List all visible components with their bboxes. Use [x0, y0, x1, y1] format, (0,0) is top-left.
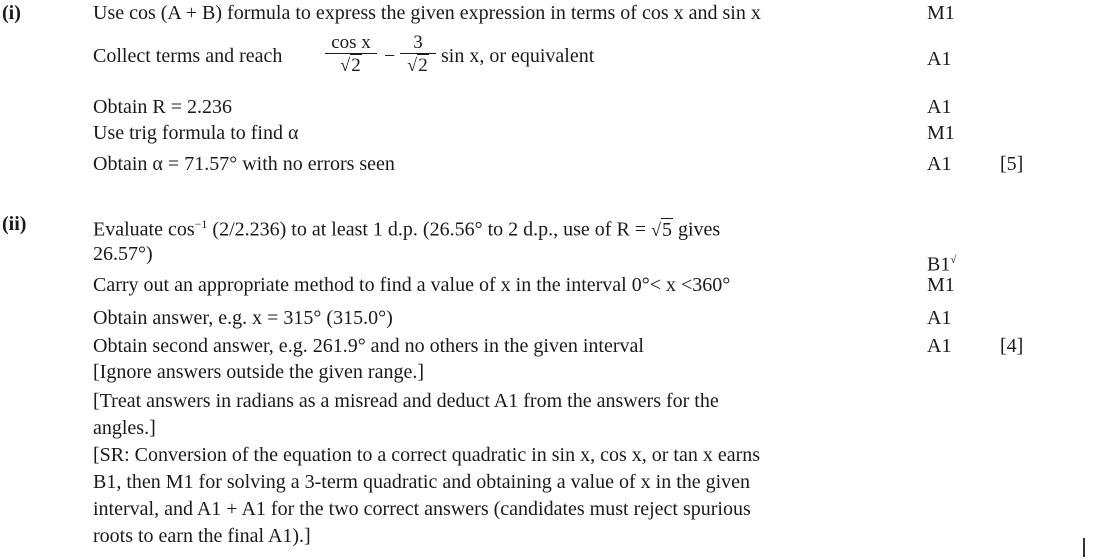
- part-ii-line-5: Obtain second answer, e.g. 261.9° and no others in the given interval: [93, 335, 644, 357]
- minus-sign: −: [384, 45, 396, 67]
- part-ii-mark-4: A1: [927, 335, 952, 357]
- part-i-mark-2: A1: [927, 48, 952, 70]
- part-ii-line-12: roots to earn the final A1).]: [93, 525, 311, 547]
- part-ii-line-4: Obtain answer, e.g. x = 315° (315.0°): [93, 307, 393, 329]
- part-i-total: [5]: [1000, 153, 1024, 175]
- check-mark-icon: √: [950, 254, 957, 266]
- part-ii-mark-2: M1: [927, 274, 955, 296]
- part-ii-line-6: [Ignore answers outside the given range.]: [93, 361, 424, 383]
- fraction-cosx-over-root2: [325, 33, 377, 77]
- fraction-denominator: [325, 53, 377, 77]
- part-i-mark-1: M1: [927, 2, 955, 24]
- fraction-numerator: 3: [413, 32, 423, 53]
- part-ii-line-10: B1, then M1 for solving a 3-term quadratic and obtaining a value of x in the given: [93, 471, 751, 493]
- part-i-mark-3: A1: [927, 96, 952, 118]
- part-i-line-5: Obtain α = 71.57° with no errors seen: [93, 153, 395, 175]
- part-ii-mark-1: B1√: [927, 253, 957, 276]
- part-ii-line-9: [SR: Conversion of the equation to a correct quadratic in sin x, cos x, or tan x earns: [93, 444, 761, 466]
- superscript-inverse: −1: [194, 217, 208, 231]
- part-i-label: (i): [2, 2, 21, 24]
- part-i-line-1: Use cos (A + B) formula to express the given expression in terms of cos x and sin x: [93, 2, 761, 24]
- part-i-line-3: Obtain R = 2.236: [93, 96, 233, 118]
- part-i-line-4: Use trig formula to find α: [93, 122, 299, 144]
- part-ii-line-11: interval, and A1 + A1 for the two correct answers (candidates must reject spurious: [93, 498, 751, 520]
- part-ii-mark-3: A1: [927, 307, 952, 329]
- fraction-numerator: cos x: [331, 32, 371, 53]
- sqrt-symbol: √5: [651, 218, 672, 241]
- part-ii-label: (ii): [2, 213, 27, 235]
- part-i-mark-5: A1: [927, 153, 952, 175]
- fraction-denominator: [400, 53, 436, 77]
- sqrt-symbol: √2: [407, 55, 428, 76]
- part-ii-line-7: [Treat answers in radians as a misread and deduct A1 from the answers for the: [93, 390, 719, 412]
- part-ii-line-3: Carry out an appropriate method to find a value of x in the interval 0°< x <360°: [93, 274, 731, 296]
- part-ii-line-1: Evaluate $\cos^{-1} (2/2.236)$ to at least 1 d.p. (26.56° to 2 d.p., use of R = √5 gives: [93, 217, 721, 241]
- part-ii-line-8: angles.]: [93, 417, 156, 439]
- part-i-mark-4: M1: [927, 122, 955, 144]
- part-i-line-2-suffix: sin x, or equivalent: [441, 45, 595, 67]
- text-cursor: [1083, 538, 1085, 557]
- sqrt-symbol: √2: [340, 55, 361, 76]
- part-i-line-2-prefix: Collect terms and reach: [93, 45, 283, 67]
- fraction-3-over-root2: [400, 33, 436, 77]
- part-ii-line-2: 26.57°): [93, 243, 153, 265]
- part-ii-total: [4]: [1000, 335, 1024, 357]
